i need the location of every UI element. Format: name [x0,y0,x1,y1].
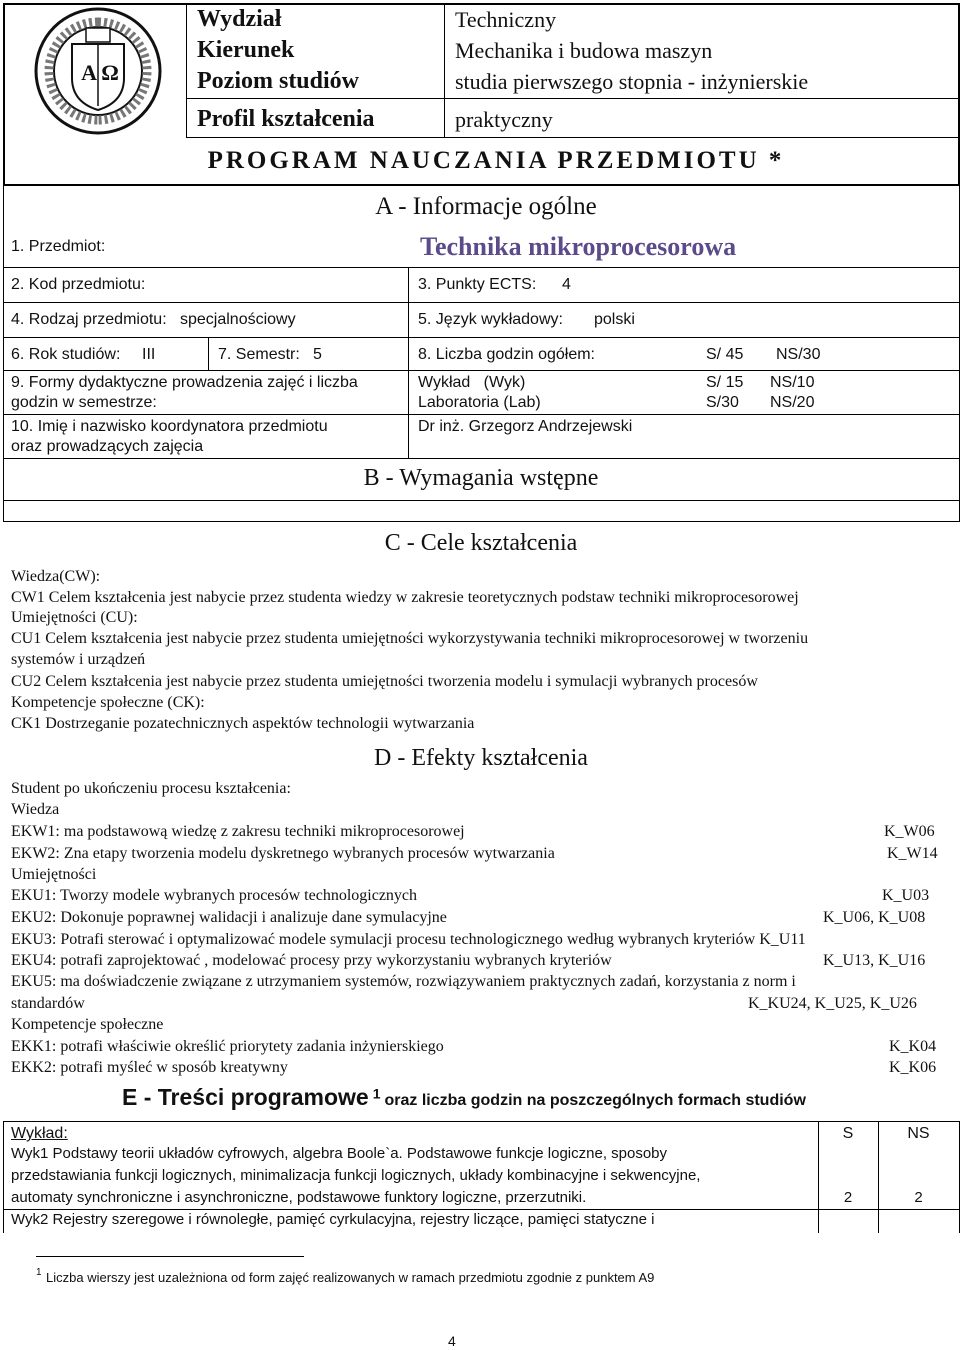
label-poziom: Poziom studiów [197,68,359,94]
value-poziom: studia pierwszego stopnia - inżynierskie [455,69,809,94]
przedmiot-value: Technika mikroprocesorowa [420,232,737,261]
section-a-title: A - Informacje ogólne [375,193,597,220]
section-e-title-main: E - Treści programowe [122,1084,369,1110]
formy-label-1: 9. Formy dydaktyczne prowadzenia zajęć i liczba [11,374,358,391]
cu1-text-b: systemów i urządzeń [11,651,146,668]
ekw1-text: EKW1: ma podstawową wiedzę z zakresu techniki mikroprocesorowej [11,823,465,840]
footnote-separator [36,1256,304,1257]
wyklad-heading: Wykład: [11,1125,68,1142]
semestr-label: 7. Semestr: [218,346,300,363]
page-number: 4 [448,1333,456,1349]
label-profil: Profil kształcenia [197,106,375,132]
program-title: PROGRAM NAUCZANIA PRZEDMIOTU * [207,147,785,174]
forma-row-2-s: S/30 [706,394,739,411]
eku5-code: K_KU24, K_U25, K_U26 [748,995,917,1012]
koord-value: Dr inż. Grzegorz Andrzejewski [418,418,633,435]
section-b-title: B - Wymagania wstępne [363,465,599,491]
eku3-text: EKU3: Potrafi sterować i optymalizować modele symulacji procesu technologicznego według wybranych kryteriów K_U11 [11,931,806,948]
przedmiot-label: 1. Przedmiot: [11,238,106,255]
eku5-text-a: EKU5: ma doświadczenie związane z utrzymaniem systemów, rozwiązywaniem praktycznych zadań, korzystania z norm i [11,973,796,990]
section-e-title-sup: 1 [372,1085,381,1102]
value-kierunek: Mechanika i budowa maszyn [455,38,713,63]
ck-heading: Kompetencje społeczne (CK): [11,694,205,711]
section-e-title [122,1084,806,1111]
cu1-text-a: CU1 Celem kształcenia jest nabycie przez studenta umiejętności wykorzystywania techniki mikroprocesorowej w tworzeniu [11,630,809,647]
d-umiej-heading: Umiejętności [11,866,97,883]
rok-value: III [142,346,156,363]
ekk2-code: K_K06 [889,1059,937,1076]
ects-label: 3. Punkty ECTS: [418,276,537,293]
ck1-text: CK1 Dostrzeganie pozatechnicznych aspektów technologii wytwarzania [11,715,475,732]
wyk1-text-b: przedstawiania funkcji logicznych, minimalizacja funkcji logicznych, układy kombinacyjne i sekwencyjne, [11,1167,701,1184]
godziny-label: 8. Liczba godzin ogółem: [418,346,595,363]
eku5-text-b: standardów [11,995,85,1012]
wyk1-text-a: Wyk1 Podstawy teorii układów cyfrowych, algebra Boole`a. Podstawowe funkcje logiczne, sposoby [11,1145,668,1162]
value-profil: praktyczny [455,107,553,132]
forma-row-1-s: S/ 15 [706,374,744,391]
ekk1-text: EKK1: potrafi właściwie określić priorytety zadania inżynierskiego [11,1038,444,1055]
jezyk-value: polski [594,311,635,328]
label-wydzial: Wydział [197,6,282,32]
forma-row-1-ns: NS/10 [770,374,815,391]
col-s-header: S [842,1125,854,1142]
value-wydzial: Techniczny [455,7,557,32]
eku2-text: EKU2: Dokonuje poprawnej walidacji i analizuje dane symulacyjne [11,909,447,926]
eku2-code: K_U06, K_U08 [823,909,926,926]
eku4-code: K_U13, K_U16 [823,952,926,969]
cw1-text: CW1 Celem kształcenia jest nabycie przez studenta wiedzy w zakresie teoretycznych podstaw techniki mikroprocesorowej [11,589,799,606]
semestr-value: 5 [313,346,322,363]
d-komp-heading: Kompetencje społeczne [11,1016,164,1033]
godziny-ns: NS/30 [776,346,821,363]
cw-heading: Wiedza(CW): [11,568,101,585]
formy-label-2: godzin w semestrze: [11,394,157,411]
ekk2-text: EKK2: potrafi myśleć w sposób kreatywny [11,1059,288,1076]
forma-row-2-ns: NS/20 [770,394,815,411]
forma-row-2-name: Laboratoria (Lab) [418,394,541,411]
col-ns-header: NS [907,1125,930,1142]
wyk1-s: 2 [843,1189,853,1206]
section-e-title-rest: oraz liczba godzin na poszczególnych formach studiów [384,1092,806,1109]
ects-value: 4 [562,276,571,293]
ekw2-text: EKW2: Zna etapy tworzenia modelu dyskretnego wybranych procesów wytwarzania [11,845,555,862]
rodzaj-value: specjalnościowy [180,311,296,328]
wyk1-ns: 2 [914,1189,923,1206]
section-d-title: D - Efekty kształcenia [374,745,588,771]
wyk1-text-c: automaty synchroniczne i asynchroniczne, podstawowe funktory logiczne, przerzutniki. [11,1189,587,1206]
cu-heading: Umiejętności (CU): [11,609,138,626]
wyk2-text: Wyk2 Rejestry szeregowe i równoległe, pamięć cyrkulacyjna, rejestry liczące, pamięci statyczne i [11,1211,655,1228]
ekw1-code: K_W06 [884,823,935,840]
jezyk-label: 5. Język wykładowy: [418,311,563,328]
cu2-text: CU2 Celem kształcenia jest nabycie przez studenta umiejętności tworzenia modelu i symulacji wybranych procesów [11,673,758,690]
label-kierunek: Kierunek [197,37,295,63]
koord-label-1: 10. Imię i nazwisko koordynatora przedmiotu [11,418,328,435]
eku4-text: EKU4: potrafi zaprojektować , modelować procesy przy wykorzystaniu wybranych kryteriów [11,952,612,969]
d-intro: Student po ukończeniu procesu kształcenia: [11,780,291,797]
koord-label-2: oraz prowadzących zajęcia [11,438,204,455]
rok-label: 6. Rok studiów: [11,346,121,363]
godziny-s: S/ 45 [706,346,744,363]
logo-shield-letters: A Ω [81,60,119,85]
eku1-text: EKU1: Tworzy modele wybranych procesów technologicznych [11,887,418,904]
footnote-mark: 1 [36,1267,42,1278]
ekw2-code: K_W14 [887,845,938,862]
eku1-code: K_U03 [882,887,930,904]
footnote-text: Liczba wierszy jest uzależniona od form zajęć realizowanych w ramach przedmiotu zgodnie z punktem A9 [46,1270,655,1285]
rodzaj-label: 4. Rodzaj przedmiotu: [11,311,167,328]
kod-label: 2. Kod przedmiotu: [11,276,146,293]
d-wiedza-heading: Wiedza [11,801,60,818]
section-c-title: C - Cele kształcenia [384,530,578,556]
ekk1-code: K_K04 [889,1038,937,1055]
forma-row-1-name: Wykład (Wyk) [418,374,526,391]
